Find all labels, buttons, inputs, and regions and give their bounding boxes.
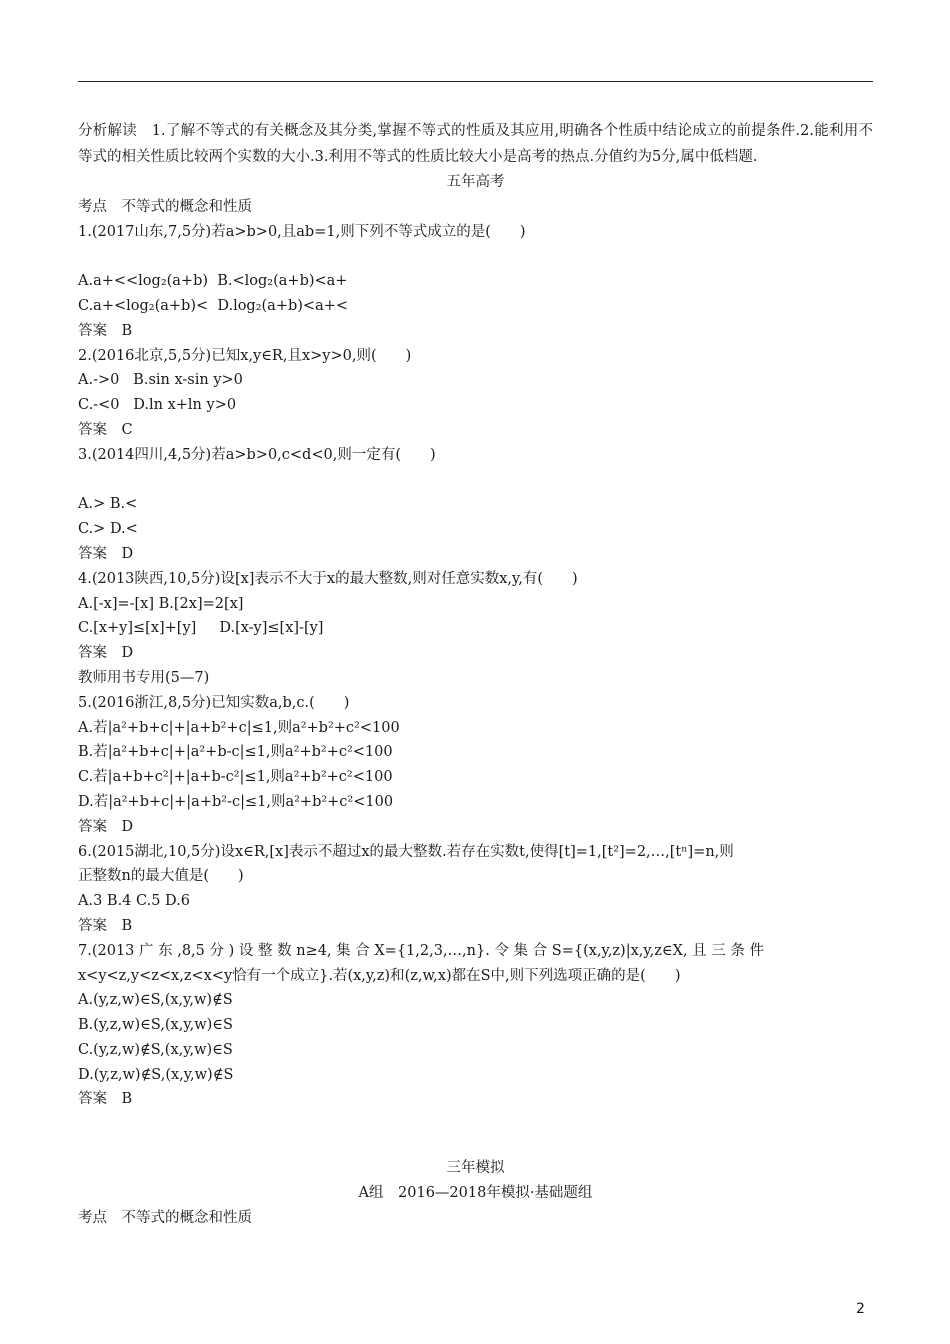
question-7-answer: 答案 B (78, 1091, 133, 1108)
question-3-stem: 3.(2014四川,4,5分)若a>b>0,c<d<0,则一定有( ) (78, 446, 436, 463)
document-body (78, 118, 873, 1231)
analysis-intro: 分析解读 1.了解不等式的有关概念及其分类,掌握不等式的性质及其应用,明确各个性质中结论成立的前提条件.2.能利用不等式的相关性质比较两个实数的大小.3.利用不等式的性质比较大小是高考的热点.分值约为5分,属中低档题. (78, 123, 873, 165)
question-2-stem: 2.(2016北京,5,5分)已知x,y∈R,且x>y>0,则( ) (78, 347, 412, 364)
question-2-options-ab: A.->0 B.sin x-sin y>0 (78, 372, 243, 389)
question-6-answer: 答案 B (78, 917, 133, 934)
question-4-options-ab: A.[-x]=-[x] B.[2x]=2[x] (78, 595, 244, 612)
question-7-stem-line2: x<y<z,y<z<x,z<x<y恰有一个成立}.若(x,y,z)和(z,w,x)都在S中,则下列选项正确的是( ) (78, 967, 681, 984)
question-5-stem: 5.(2016浙江,8,5分)已知实数a,b,c.( ) (78, 694, 350, 711)
question-3-options-ab: A.> B.< (78, 496, 138, 513)
question-7-option-c: C.(y,z,w)∉S,(x,y,w)∈S (78, 1041, 233, 1058)
question-5-option-b: B.若|a²+b+c|+|a²+b-c|≤1,则a²+b²+c²<100 (78, 744, 393, 761)
topic-heading: 考点 不等式的概念和性质 (78, 198, 252, 215)
question-1-options-ab: A.a+<<log₂(a+b) B.<log₂(a+b)<a+ (78, 273, 348, 290)
formula-gap (78, 468, 873, 493)
question-4-answer: 答案 D (78, 645, 134, 662)
question-4-stem: 4.(2013陕西,10,5分)设[x]表示不大于x的最大整数,则对任意实数x,y,有( ) (78, 570, 578, 587)
question-2-options-cd: C.-<0 D.ln x+ln y>0 (78, 397, 237, 414)
topic-heading-2: 考点 不等式的概念和性质 (78, 1209, 252, 1226)
page-number: 2 (856, 1301, 865, 1317)
question-3-options-cd: C.> D.< (78, 521, 138, 538)
question-7-option-a: A.(y,z,w)∈S,(x,y,w)∉S (78, 992, 233, 1009)
question-1-stem: 1.(2017山东,7,5分)若a>b>0,且ab=1,则下列不等式成立的是( ) (78, 223, 526, 240)
group-title: A组 2016—2018年模拟·基础题组 (358, 1185, 593, 1202)
question-5-option-c: C.若|a+b+c²|+|a+b-c²|≤1,则a²+b²+c²<100 (78, 769, 393, 786)
formula-gap (78, 244, 873, 269)
question-6-stem-line2: 正整数n的最大值是( ) (78, 868, 244, 885)
question-4-options-cd: C.[x+y]≤[x]+[y] D.[x-y]≤[x]-[y] (78, 620, 324, 637)
question-5-option-a: A.若|a²+b+c|+|a+b²+c|≤1,则a²+b²+c²<100 (78, 719, 400, 736)
question-5-option-d: D.若|a²+b+c|+|a+b²-c|≤1,则a²+b²+c²<100 (78, 793, 394, 810)
section-gap (78, 1112, 873, 1156)
header-rule (78, 81, 873, 82)
question-7-stem-line1: 7.(2013 广 东 ,8,5 分 ) 设 整 数 n≥4, 集 合 X={1,2,3,…,n}. 令 集 合 S={(x,y,z)|x,y,z∈X, 且 三 条 件 (78, 942, 764, 959)
question-1-answer: 答案 B (78, 322, 133, 339)
teacher-note: 教师用书专用(5—7) (78, 669, 210, 686)
question-2-answer: 答案 C (78, 421, 133, 438)
question-7-option-b: B.(y,z,w)∈S,(x,y,w)∈S (78, 1017, 233, 1034)
question-6-options: A.3 B.4 C.5 D.6 (78, 893, 190, 910)
section-title-five-years: 五年高考 (446, 174, 505, 190)
question-5-answer: 答案 D (78, 818, 134, 835)
question-6-stem-line1: 6.(2015湖北,10,5分)设x∈R,[x]表示不超过x的最大整数.若存在实数t,使得[t]=1,[t²]=2,…,[tⁿ]=n,则 (78, 843, 734, 860)
section-title-three-years: 三年模拟 (446, 1160, 505, 1177)
question-3-answer: 答案 D (78, 545, 134, 562)
question-1-options-cd: C.a+<log₂(a+b)< D.log₂(a+b)<a+< (78, 297, 349, 314)
question-7-option-d: D.(y,z,w)∉S,(x,y,w)∉S (78, 1066, 234, 1083)
